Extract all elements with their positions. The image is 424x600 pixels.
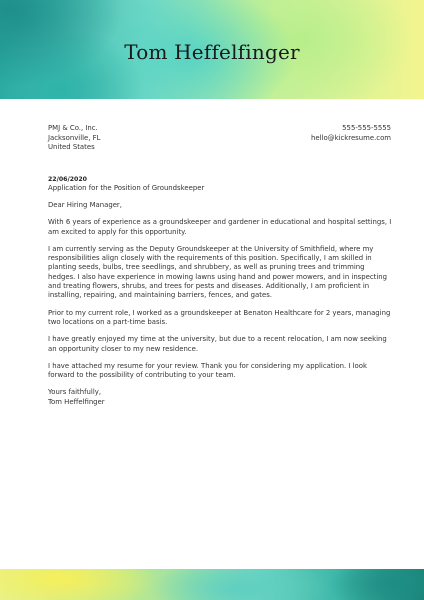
letter-paragraph: I have greatly enjoyed my time at the university, but due to a recent relocation, I am now seeking an opportunity closer to my new residence. [48, 335, 387, 353]
sender-city: Jacksonville, FL [48, 133, 101, 142]
letter-paragraph: With 6 years of experience as a groundskeeper and gardener in educational and hospital settings, I am excited to apply for this opportunity. [48, 218, 392, 236]
letter-closing-block [48, 388, 393, 407]
letter-closing: Yours faithfully, [48, 388, 102, 397]
contact-email: hello@kickresume.com [311, 133, 391, 142]
header-banner [0, 0, 424, 99]
letter-signature: Tom Heffelfinger [48, 397, 105, 406]
letter-greeting: Dear Hiring Manager, [48, 201, 122, 209]
letter-subject: Application for the Position of Groundskeeper [48, 184, 205, 192]
sender-company: PMJ & Co., Inc. [48, 124, 98, 132]
contact-phone: 555-555-5555 [342, 124, 391, 132]
applicant-name: Tom Heffelfinger [124, 40, 300, 64]
contact-info [311, 124, 391, 143]
sender-address [48, 124, 100, 153]
letter-date: 22/06/2020 [48, 176, 87, 183]
letter-paragraph: Prior to my current role, I worked as a groundskeeper at Benaton Healthcare for 2 years, managing two locations on a part-time basis. [48, 308, 391, 326]
letter-body [48, 201, 393, 407]
letter-paragraph: I am currently serving as the Deputy Groundskeeper at the University of Smithfield, where my responsibilities align closely with the requirements of this position. Specifically, I am skilled in planting seeds, bulbs, tree seedlings, and shrubbery, as well as pruning trees and trimming hedges. I also have experience in mowing lawns using hand and power mowers, and in inspecting and treating flowers, shrubs, and trees for pests and diseases. Additionally, I am proficient in installing, repairing, and maintaining barriers, fences, and gates. [48, 244, 388, 300]
letter-paragraph: I have attached my resume for your review. Thank you for considering my application. I look forward to the possibility of contributing to your team. [48, 361, 367, 380]
sender-country: United States [48, 143, 95, 151]
footer-banner [0, 569, 424, 600]
